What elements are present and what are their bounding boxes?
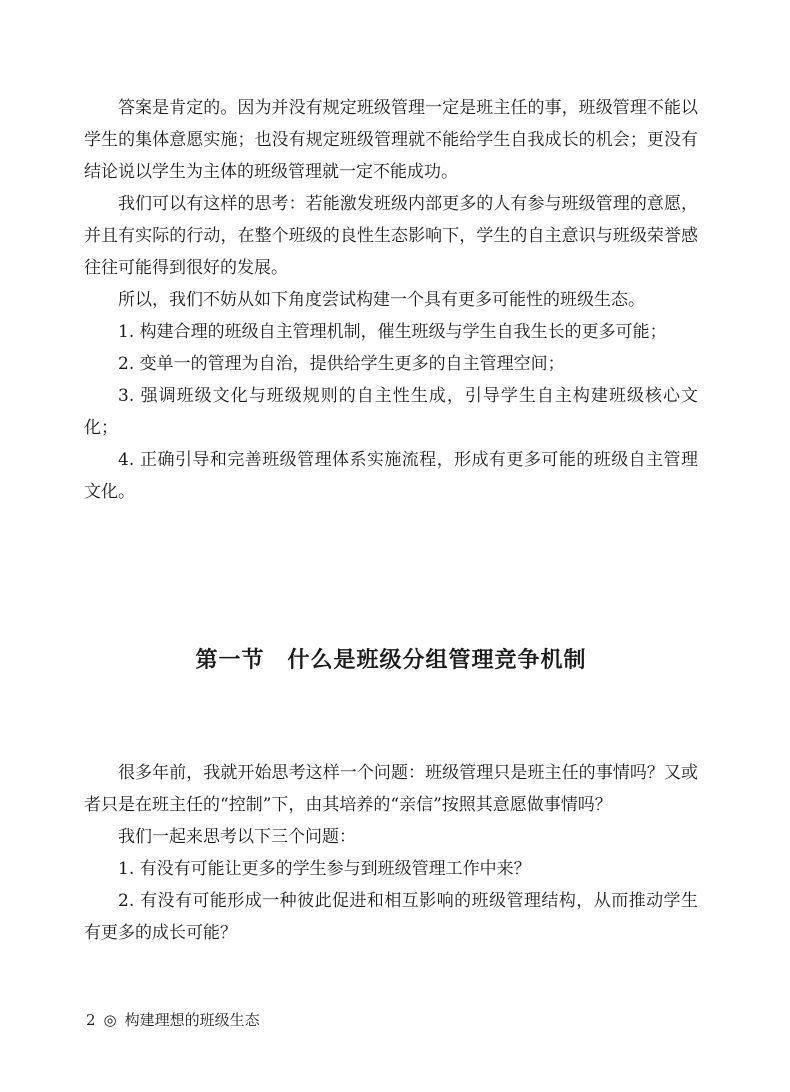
list-item: 1. 构建合理的班级自主管理机制，催生班级与学生自我生长的更多可能；: [118, 322, 667, 342]
paragraph: 我们一起来思考以下三个问题：: [118, 827, 356, 847]
list-item: 4. 正确引导和完善班级管理体系实施流程，形成有更多可能的班级自主管理文化。: [84, 450, 698, 502]
list-item: 1. 有没有可能让更多的学生参与到班级管理工作中来？: [118, 859, 531, 879]
paragraph: 很多年前，我就开始思考这样一个问题：班级管理只是班主任的事情吗？又或者只是在班主任的“控制”下，由其培养的“亲信”按照其意愿做事情吗？: [84, 763, 698, 815]
section-heading: 第一节 什么是班级分组管理竞争机制: [195, 648, 587, 673]
book-title: 构建理想的班级生态: [124, 1011, 260, 1029]
footer-separator: ◎: [103, 1011, 117, 1029]
page-footer: [86, 1009, 260, 1031]
list-item: 2. 变单一的管理为自治，提供给学生更多的自主管理空间；: [118, 354, 565, 374]
paragraph: 我们可以有这样的思考：若能激发班级内部更多的人有参与班级管理的意愿，并且有实际的行动，在整个班级的良性生态影响下，学生的自主意识与班级荣誉感往往可能得到很好的发展。: [84, 194, 698, 278]
intro-text-block: [84, 92, 698, 508]
list-item: 3. 强调班级文化与班级规则的自主性生成，引导学生自主构建班级核心文化；: [84, 386, 698, 438]
list-item: 2. 有没有可能形成一种彼此促进和相互影响的班级管理结构，从而推动学生有更多的成长可能？: [84, 891, 698, 943]
section-text-block: [84, 757, 698, 949]
page-number: 2: [86, 1011, 96, 1029]
paragraph: 所以，我们不妨从如下角度尝试构建一个具有更多可能性的班级生态。: [118, 290, 645, 310]
paragraph: 答案是肯定的。因为并没有规定班级管理一定是班主任的事，班级管理不能以学生的集体意愿实施；也没有规定班级管理就不能给学生自我成长的机会；更没有结论说以学生为主体的班级管理就一定不能成功。: [84, 98, 698, 182]
